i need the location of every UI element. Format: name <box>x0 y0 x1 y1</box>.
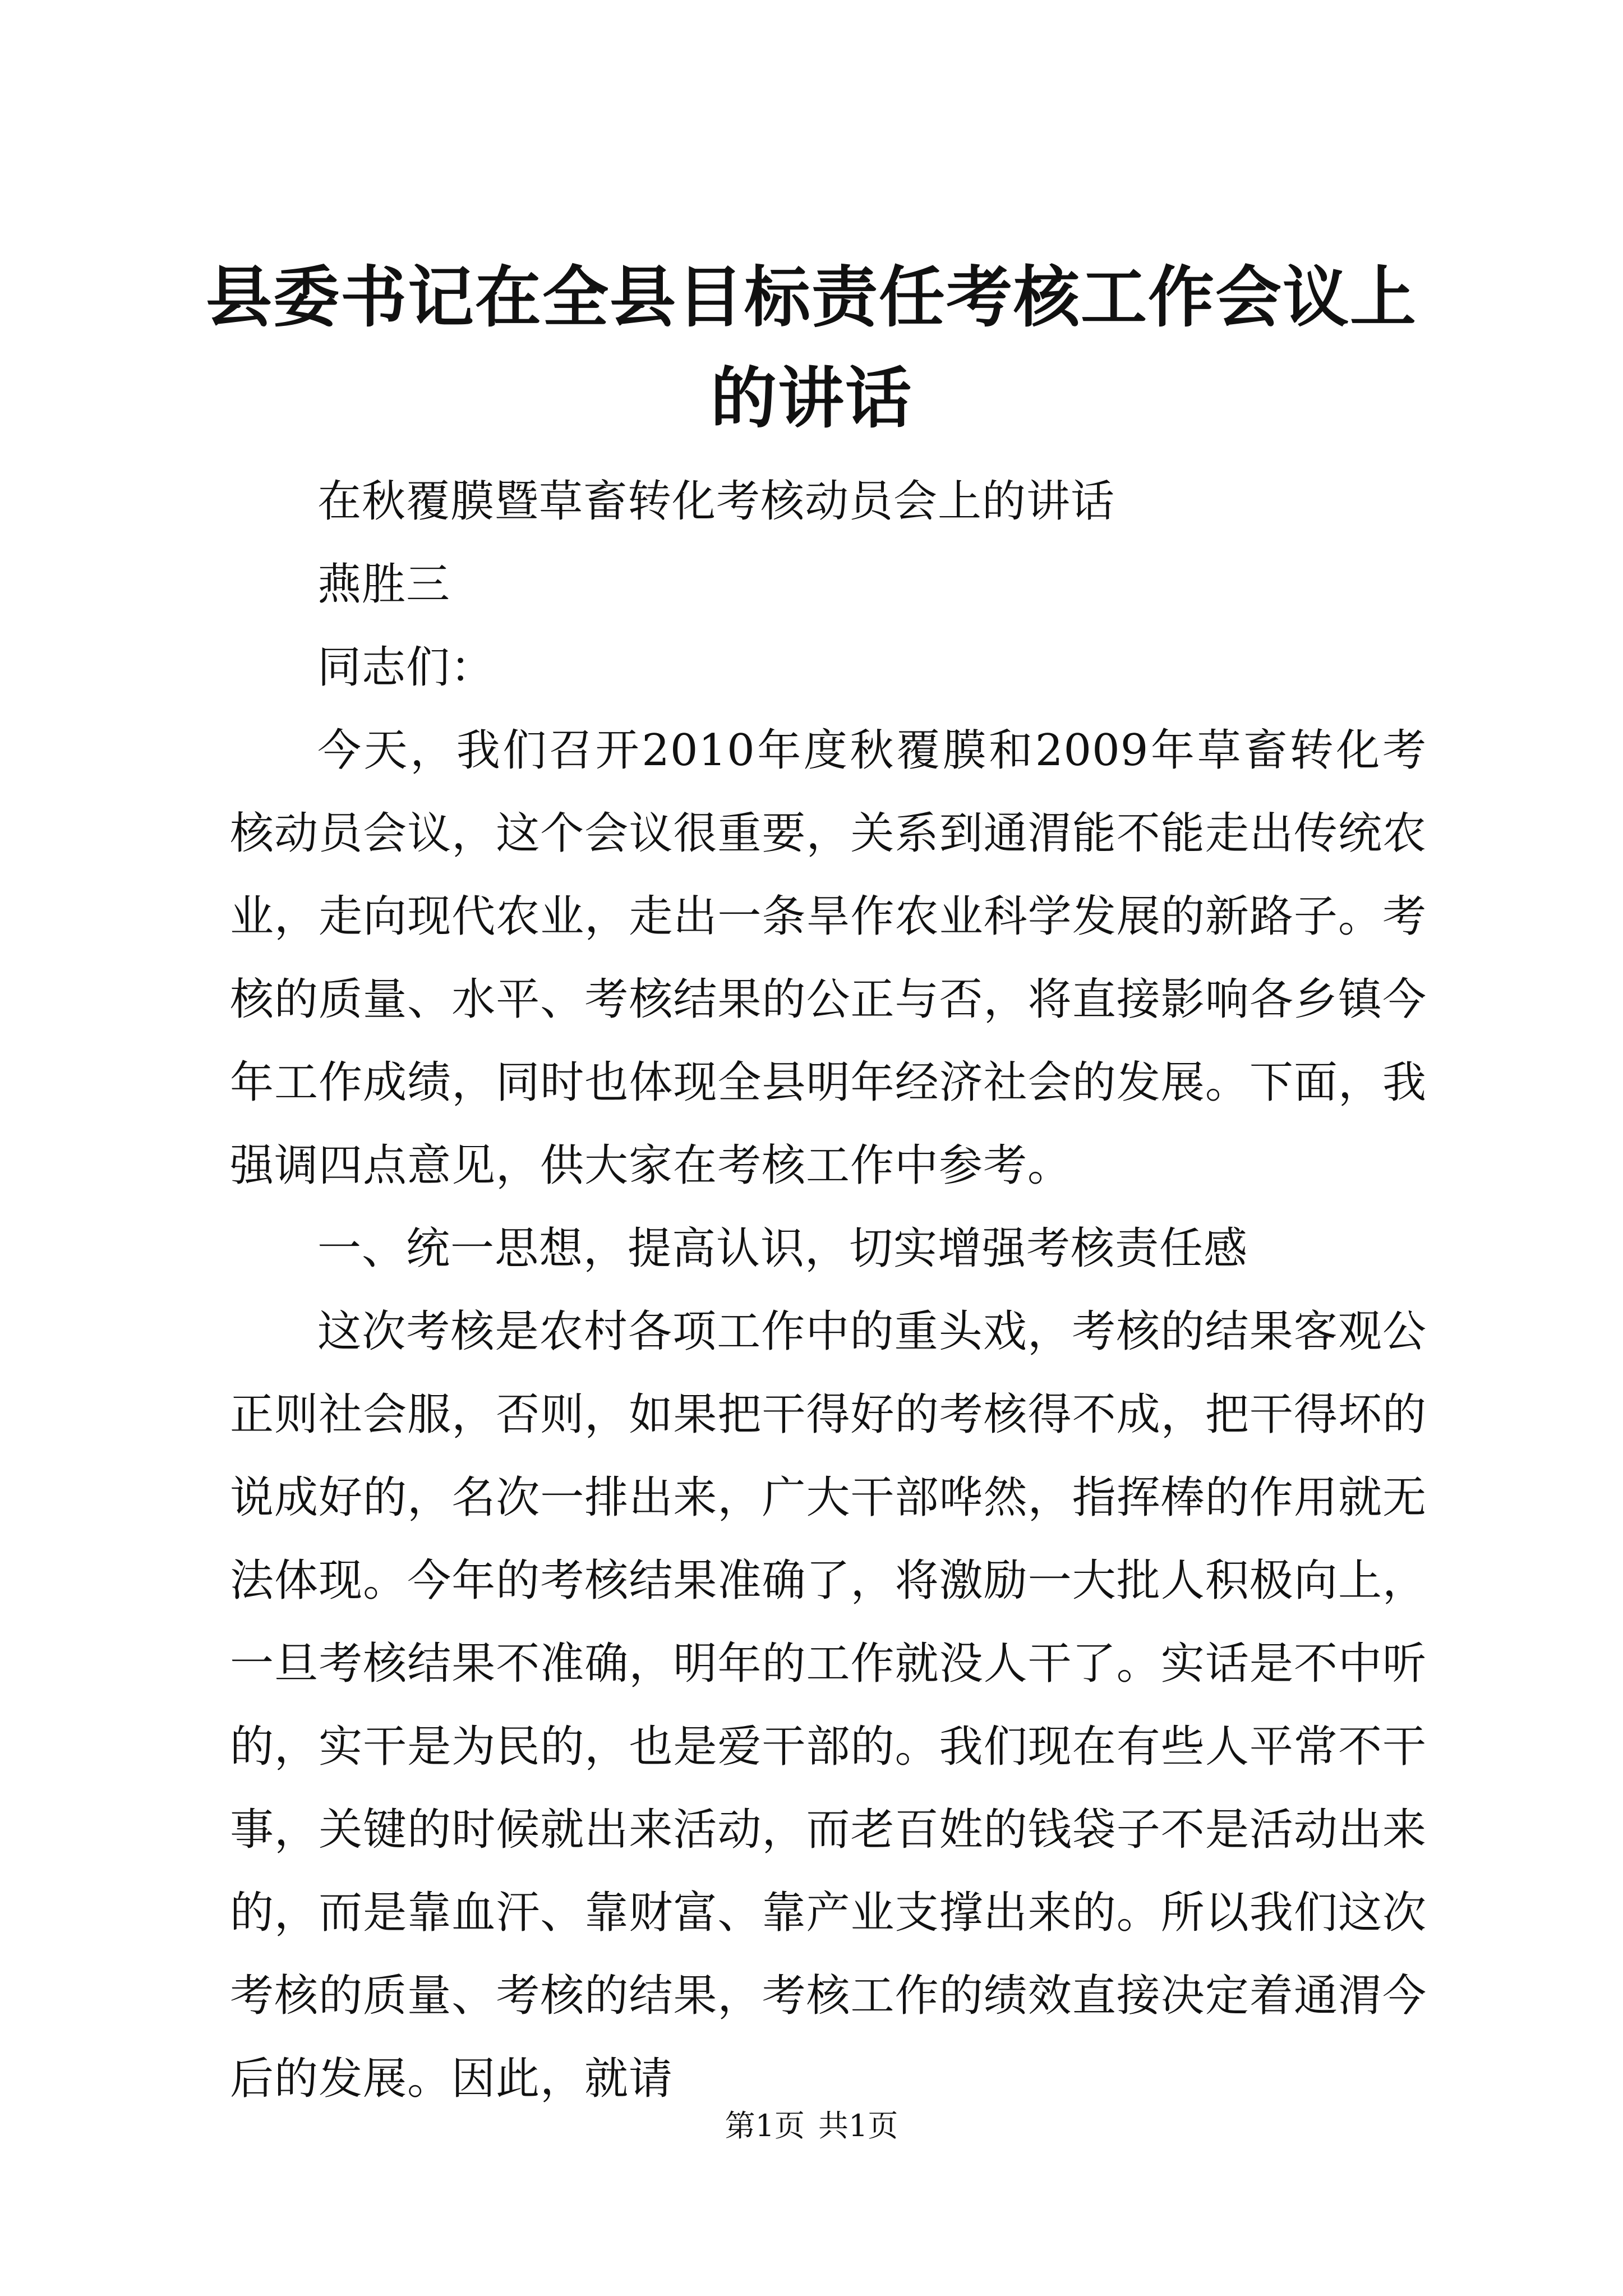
document-body <box>230 460 1427 2120</box>
section-heading: 一、统一思想，提高认识，切实增强考核责任感 <box>317 1223 1248 1274</box>
page-total: 共1页 <box>818 2108 898 2143</box>
document-title: 县委书记在全县目标责任考核工作会议上的讲话 <box>205 258 1417 437</box>
salutation: 同志们： <box>317 642 495 693</box>
page-footer <box>0 2104 1623 2148</box>
page-number: 第1页 <box>725 2108 805 2143</box>
body-paragraph: 这次考核是农村各项工作中的重头戏，考核的结果客观公正则社会服，否则，如果把干得好的考核得不成，把干得坏的说成好的，名次一排出来，广大干部哗然，指挥棒的作用就无法体现。今年的考核结果准确了，将激励一大批人积极向上，一旦考核结果不准确，明年的工作就没人干了。实话是不中听的，实干是为民的，也是爱干部的。我们现在有些人平常不干事，关键的时候就出来活动，而老百姓的钱袋子不是活动出来的，而是靠血汗、靠财富、靠产业支撑出来的。所以我们这次考核的质量、考核的结果，考核工作的绩效直接决定着通渭今后的发展。因此，就请 <box>230 1306 1427 2104</box>
body-paragraph: 今天，我们召开2010年度秋覆膜和2009年草畜转化考核动员会议，这个会议很重要，关系到通渭能不能走出传统农业，走向现代农业，走出一条旱作农业科学发展的新路子。考核的质量、水平、考核结果的公正与否，将直接影响各乡镇今年工作成绩，同时也体现全县明年经济社会的发展。下面，我强调四点意见，供大家在考核工作中参考。 <box>230 725 1427 1191</box>
speech-subtitle: 在秋覆膜暨草畜转化考核动员会上的讲话 <box>317 476 1115 527</box>
speaker-name: 燕胜三 <box>317 559 451 610</box>
